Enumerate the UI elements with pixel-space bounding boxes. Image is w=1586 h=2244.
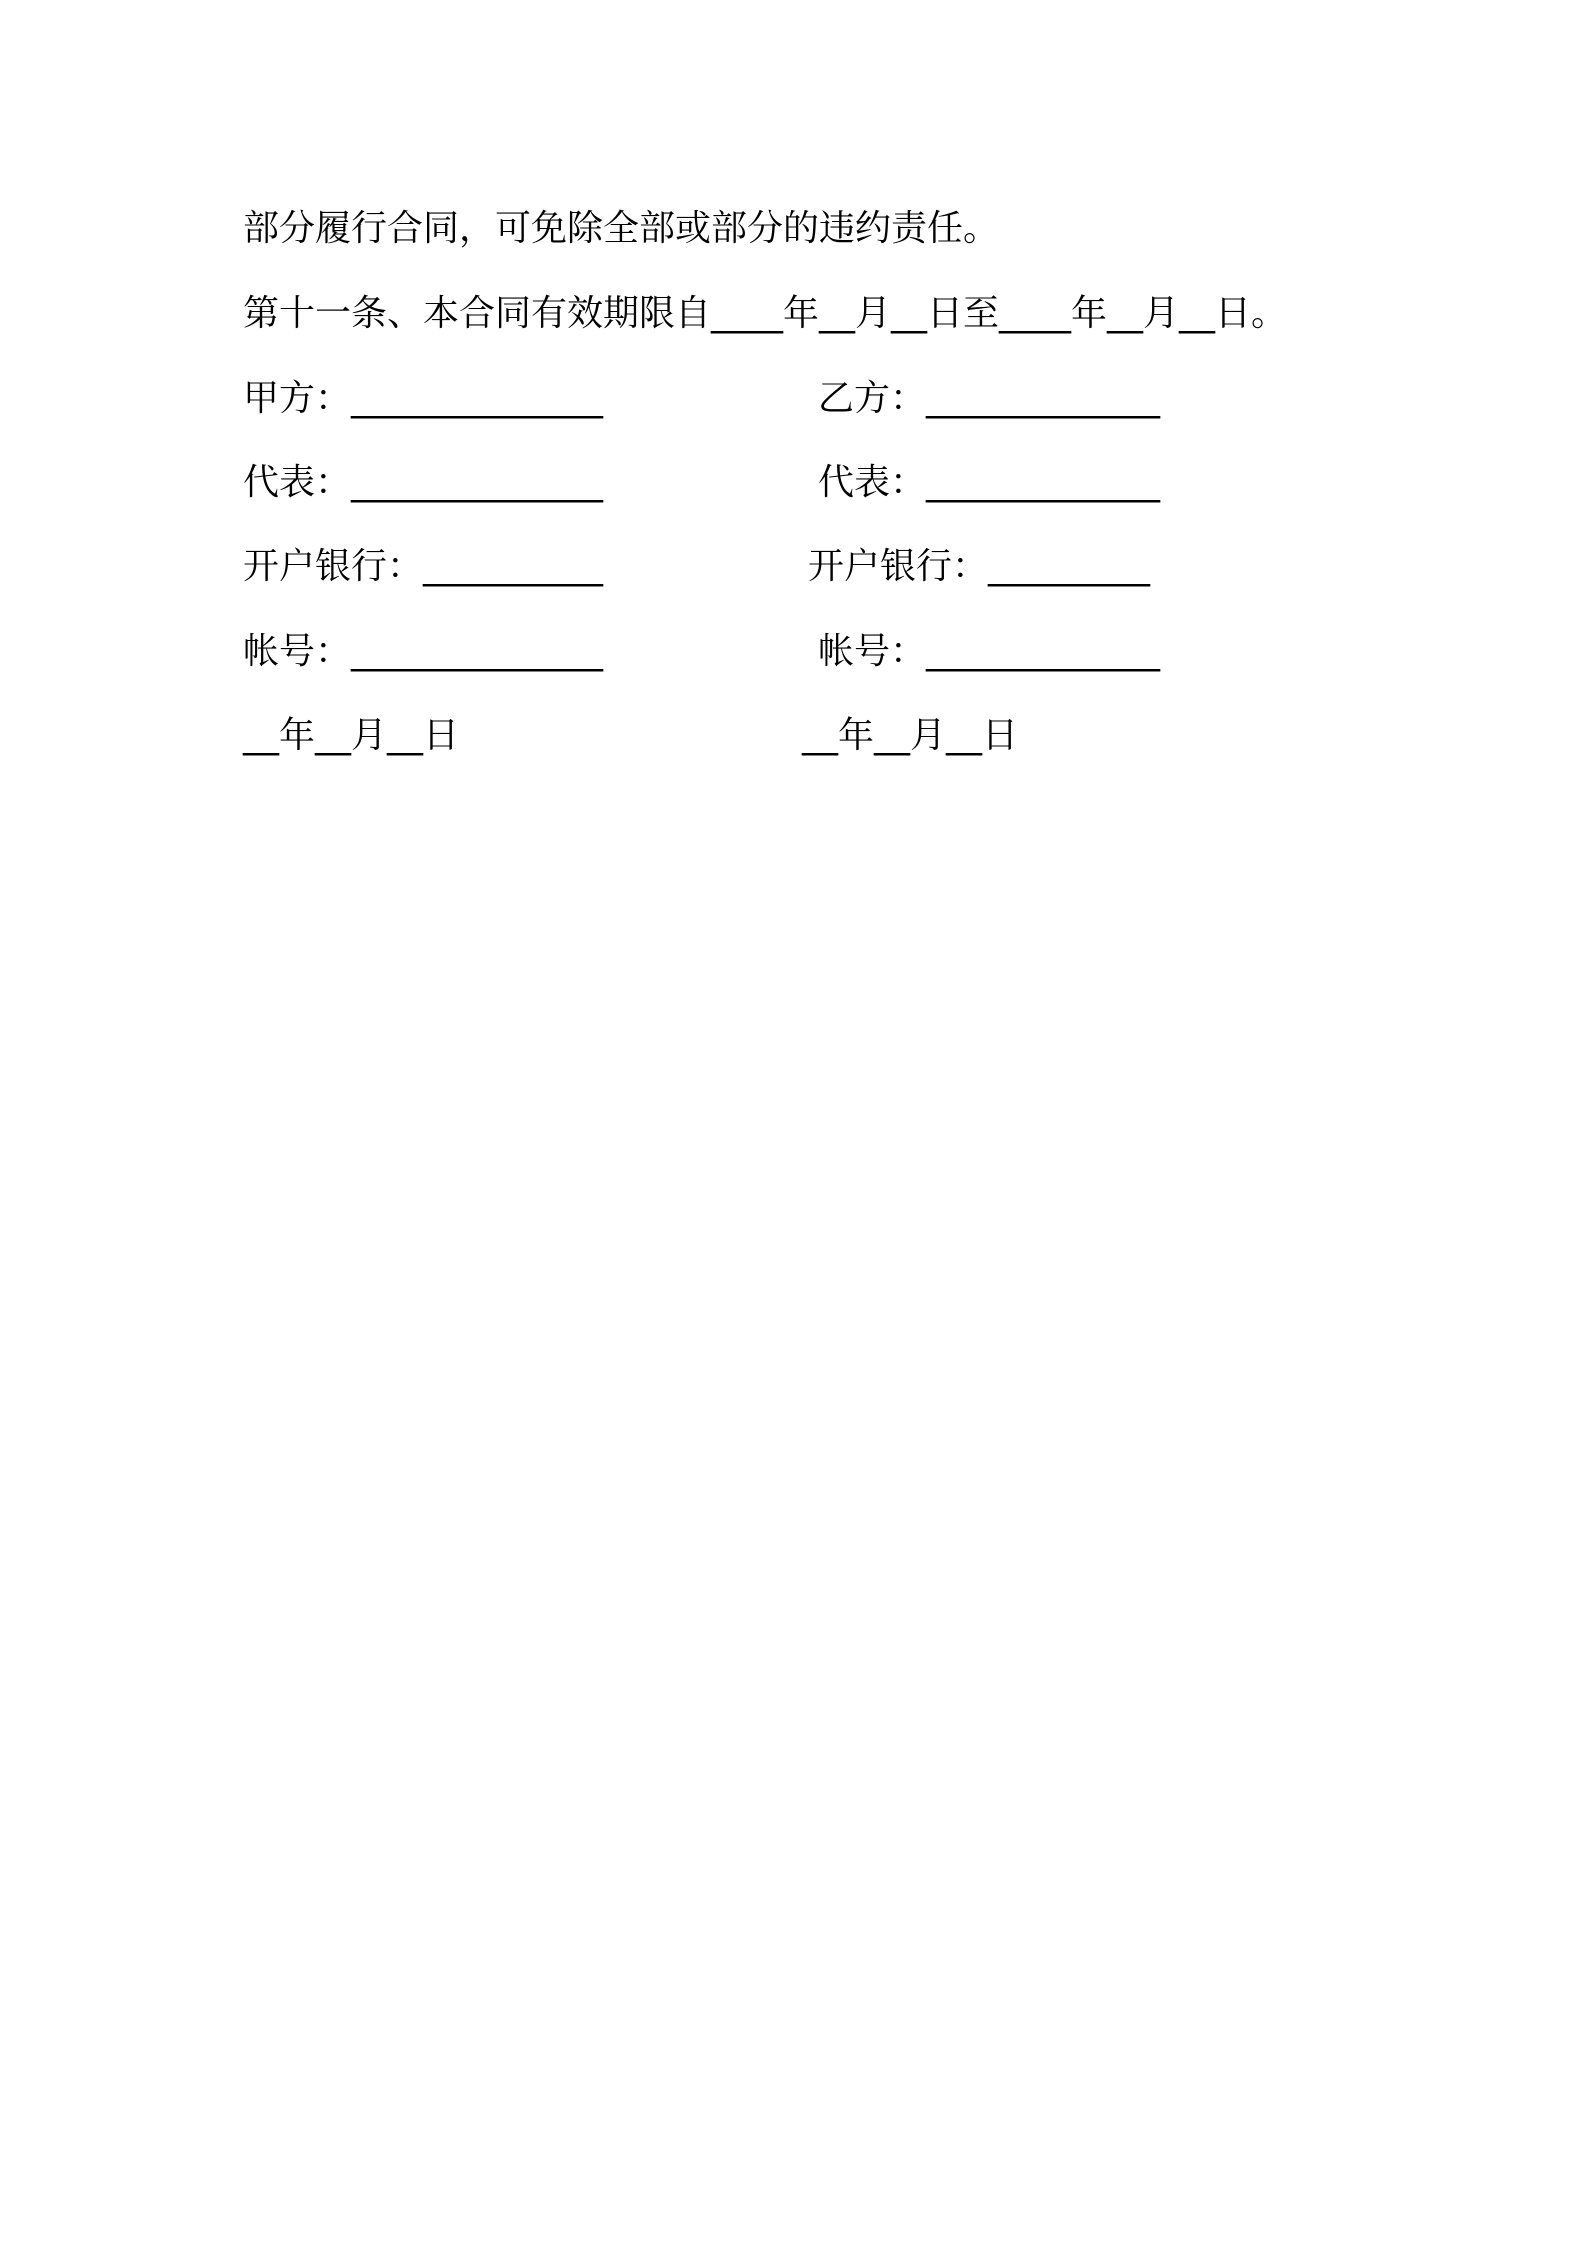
party-b-date-field: __年__月__日 <box>802 715 1019 756</box>
signature-row-bank <box>0 546 1586 589</box>
party-a-representative-field: 代表：______________ <box>243 462 604 503</box>
party-a-date-field: __年__月__日 <box>243 715 460 756</box>
contract-text-line: 部分履行合同，可免除全部或部分的违约责任。 <box>243 208 1000 249</box>
party-a-name-field: 甲方：______________ <box>243 378 604 419</box>
party-b-representative-field: 代表：_____________ <box>818 462 1161 503</box>
party-b-name-field: 乙方：_____________ <box>818 378 1161 419</box>
contract-term-clause: 第十一条、本合同有效期限自____年__月__日至____年__月__日。 <box>243 293 1288 334</box>
party-a-account-field: 帐号：______________ <box>243 631 604 672</box>
signature-row-account <box>0 631 1586 674</box>
signature-row-representative <box>0 462 1586 505</box>
party-b-bank-field: 开户银行：_________ <box>808 546 1151 587</box>
signature-row-party <box>0 378 1586 421</box>
signature-row-date <box>0 715 1586 758</box>
party-a-bank-field: 开户银行：__________ <box>243 546 604 587</box>
party-b-account-field: 帐号：_____________ <box>818 631 1161 672</box>
